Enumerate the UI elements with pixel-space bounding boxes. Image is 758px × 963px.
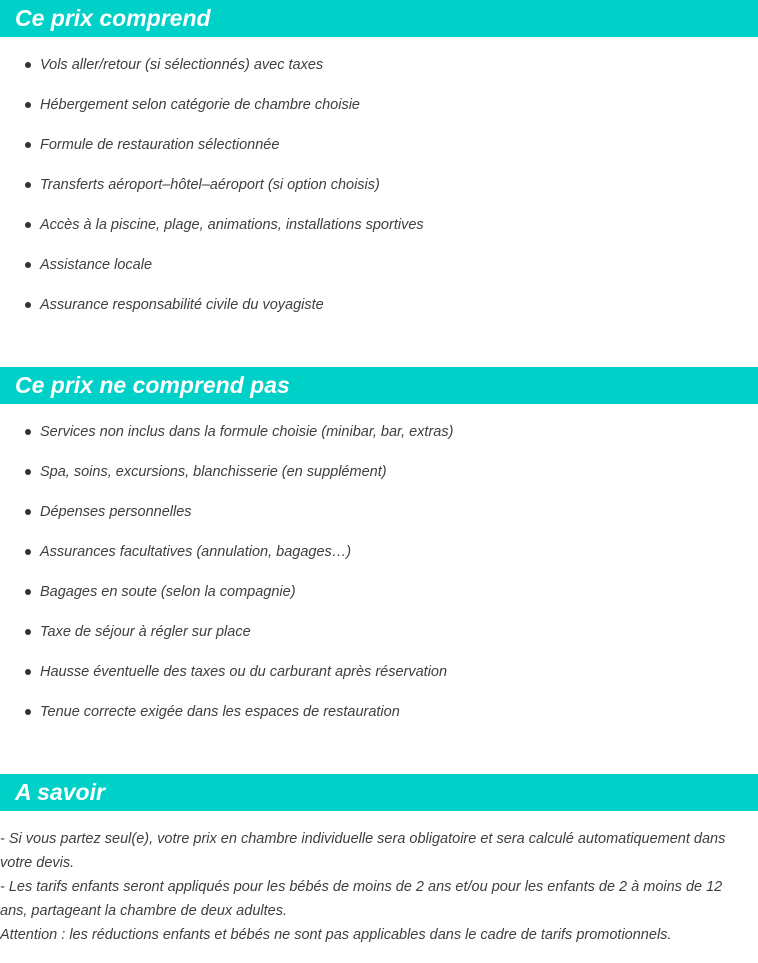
list-item	[0, 93, 758, 133]
list-item	[0, 700, 758, 740]
list-item-label: Dépenses personnelles	[40, 504, 192, 520]
list-item-label: Vols aller/retour (si sélectionnés) avec taxes	[40, 57, 324, 73]
bullet-icon	[25, 182, 31, 188]
list-item	[0, 500, 758, 540]
list-item	[0, 660, 758, 700]
list-item-label: Hébergement selon catégorie de chambre choisie	[40, 97, 360, 113]
bullet-icon	[25, 629, 31, 635]
section-title-excluded: Ce prix ne comprend pas	[0, 367, 758, 404]
list-item	[0, 460, 758, 500]
list-item	[0, 53, 758, 93]
list-item	[0, 213, 758, 253]
list-item-label: Assurances facultatives (annulation, bagages…)	[40, 544, 352, 560]
list-item-label: Hausse éventuelle des taxes ou du carburant après réservation	[40, 664, 448, 680]
included-list	[0, 53, 758, 333]
list-item	[0, 420, 758, 460]
section-title-info: A savoir	[0, 774, 758, 811]
list-item-label: Transferts aéroport–hôtel–aéroport (si option choisis)	[40, 177, 380, 193]
list-item	[0, 133, 758, 173]
list-item-label: Accès à la piscine, plage, animations, installations sportives	[40, 217, 424, 233]
bullet-icon	[25, 142, 31, 148]
info-text-block	[0, 827, 752, 947]
bullet-icon	[25, 262, 31, 268]
list-item-label: Assistance locale	[40, 257, 153, 273]
list-item	[0, 253, 758, 293]
bullet-icon	[25, 509, 31, 515]
list-item	[0, 293, 758, 333]
list-item-label: Tenue correcte exigée dans les espaces de restauration	[40, 704, 400, 720]
list-item-label: Assurance responsabilité civile du voyagiste	[40, 297, 324, 313]
bullet-icon	[25, 549, 31, 555]
list-item-label: Bagages en soute (selon la compagnie)	[40, 584, 296, 600]
info-paragraph: - Si vous partez seul(e), votre prix en chambre individuelle sera obligatoire et sera calculé automatiquement dans votre devis.	[0, 831, 726, 871]
list-item-label: Services non inclus dans la formule choisie (minibar, bar, extras)	[40, 424, 454, 440]
bullet-icon	[25, 222, 31, 228]
bullet-icon	[25, 669, 31, 675]
info-paragraph: Attention : les réductions enfants et bébés ne sont pas applicables dans le cadre de tarifs promotionnels.	[0, 927, 672, 943]
list-item	[0, 580, 758, 620]
bullet-icon	[25, 469, 31, 475]
list-item	[0, 620, 758, 660]
bullet-icon	[25, 302, 31, 308]
bullet-icon	[25, 709, 31, 715]
list-item	[0, 173, 758, 213]
info-paragraph: - Les tarifs enfants seront appliqués pour les bébés de moins de 2 ans et/ou pour les enfants de 2 à moins de 12 ans, partageant la chambre de deux adultes.	[0, 879, 723, 919]
bullet-icon	[25, 429, 31, 435]
bullet-icon	[25, 62, 31, 68]
section-title-included: Ce prix comprend	[0, 0, 758, 37]
excluded-list	[0, 420, 758, 740]
list-item	[0, 540, 758, 580]
list-item-label: Spa, soins, excursions, blanchisserie (en supplément)	[40, 464, 387, 480]
list-item-label: Taxe de séjour à régler sur place	[40, 624, 251, 640]
list-item-label: Formule de restauration sélectionnée	[40, 137, 280, 153]
bullet-icon	[25, 102, 31, 108]
bullet-icon	[25, 589, 31, 595]
